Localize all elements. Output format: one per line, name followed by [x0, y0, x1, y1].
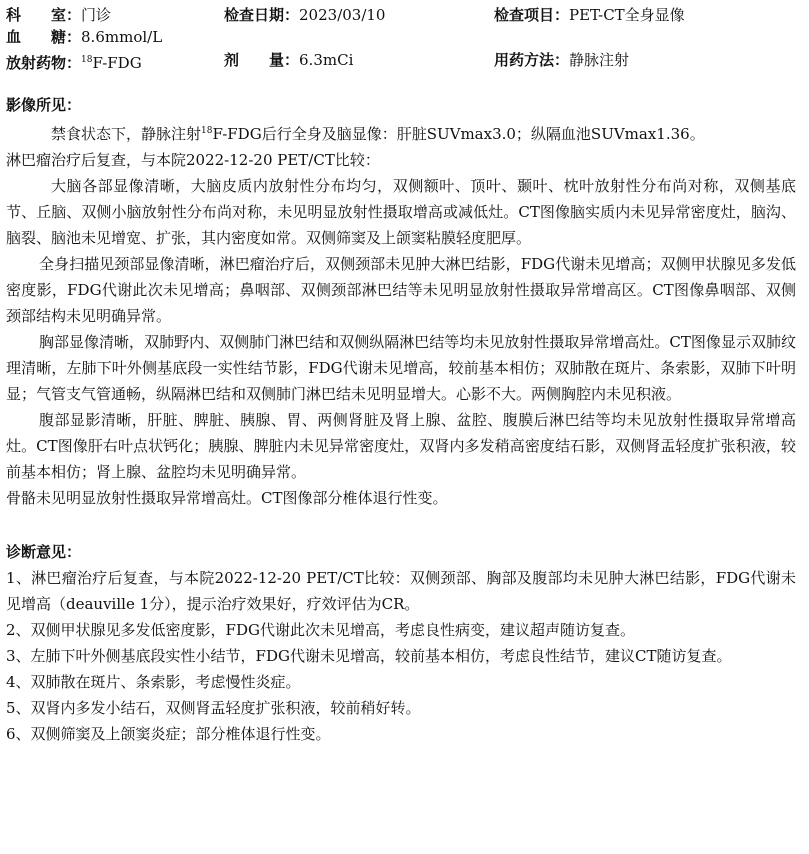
diagnosis-item: 1、淋巴瘤治疗后复查，与本院2022-12-20 PET/CT比较：双侧颈部、胸部及腹部均未见肿大淋巴结影，FDG代谢未见增高（deauville 1分），提示治疗效果好，疗效评估为CR。: [6, 569, 796, 613]
radiopharm-isotope-sup: 18: [81, 55, 93, 65]
route-value: 静脉注射: [569, 51, 630, 69]
dose-field: [224, 49, 353, 71]
findings-brain-paragraph: 大脑各部显像清晰，大脑皮质内放射性分布均匀，双侧额叶、顶叶、颞叶、枕叶放射性分布尚对称，双侧基底节、丘脑、双侧小脑放射性分布尚对称，未见明显放射性摄取增高或减低灶。CT图像脑实质内未见异常密度灶，脑沟、脑裂、脑池未见增宽、扩张，其内密度如常。双侧筛窦及上颌窦粘膜轻度肥厚。: [6, 177, 796, 247]
glucose-label: 血 糖：: [6, 28, 82, 46]
exam-date-value: 2023/03/10: [299, 6, 386, 24]
glucose-field: [6, 26, 162, 48]
exam-date-label: 检查日期：: [224, 6, 300, 24]
radiopharm-field: [6, 49, 142, 71]
findings-isotope-sup: 18: [201, 126, 213, 136]
diagnosis-item: 4、双肺散在斑片、条索影，考虑慢性炎症。: [6, 673, 301, 691]
radiopharm-label: 放射药物：: [6, 54, 82, 72]
route-field: [494, 49, 629, 71]
dose-label: 剂 量：: [224, 51, 300, 69]
exam-item-value: PET-CT全身显像: [569, 6, 685, 24]
exam-date-field: [224, 4, 385, 26]
glucose-value: 8.6mmol/L: [81, 28, 163, 46]
radiopharm-value: F-FDG: [92, 54, 142, 72]
diagnosis-item: 5、双肾内多发小结石，双侧肾盂轻度扩张积液，较前稍好转。: [6, 699, 421, 717]
exam-item-field: [494, 4, 685, 26]
section-gap: [6, 511, 796, 539]
dept-field: [6, 4, 111, 26]
diagnosis-item: 3、左肺下叶外侧基底段实性小结节，FDG代谢未见增高，较前基本相仿，考虑良性结节，建议CT随访复查。: [6, 647, 732, 665]
dept-value: 门诊: [81, 6, 112, 24]
diagnosis-item: 2、双侧甲状腺见多发低密度影，FDG代谢此次未见增高，考虑良性病变，建议超声随访复查。: [6, 621, 635, 639]
findings-chest-paragraph: 胸部显像清晰，双肺野内、双侧肺门淋巴结和双侧纵隔淋巴结等均未见放射性摄取异常增高灶。CT图像显示双肺纹理清晰，左肺下叶外侧基底段一实性结节影，FDG代谢未见增高，较前基本相仿；双肺散在斑片、条索影，双肺下叶明显；气管支气管通畅，纵隔淋巴结和双侧肺门淋巴结未见明显增大。心影不大。两侧胸腔内未见积液。: [6, 333, 796, 403]
diagnosis-title: 诊断意见：: [6, 543, 82, 561]
route-label: 用药方法：: [494, 51, 570, 69]
exam-item-label: 检查项目：: [494, 6, 570, 24]
diagnosis-item: 6、双侧筛窦及上颌窦炎症；部分椎体退行性变。: [6, 725, 331, 743]
findings-fasting-paragraph: [6, 118, 796, 147]
dose-value: 6.3mCi: [299, 51, 354, 69]
findings-fasting-pre: 禁食状态下，静脉注射: [51, 125, 202, 143]
findings-comparison-line: 淋巴瘤治疗后复查，与本院2022-12-20 PET/CT比较：: [6, 151, 380, 169]
findings-bone-paragraph: 骨骼未见明显放射性摄取异常增高灶。CT图像部分椎体退行性变。: [6, 489, 448, 507]
findings-neck-paragraph: 全身扫描见颈部显像清晰，淋巴瘤治疗后，双侧颈部未见肿大淋巴结影，FDG代谢未见增高；双侧甲状腺见多发低密度影，FDG代谢此次未见增高；鼻咽部、双侧颈部淋巴结等未见明显放射性摄取异常增高区。CT图像鼻咽部、双侧颈部结构未见明确异常。: [6, 255, 796, 325]
report-body: [6, 92, 796, 747]
dept-label: 科 室：: [6, 6, 82, 24]
findings-title: 影像所见：: [6, 96, 82, 114]
findings-abdomen-paragraph: 腹部显影清晰，肝脏、脾脏、胰腺、胃、两侧肾脏及肾上腺、盆腔、腹膜后淋巴结等均未见放射性摄取异常增高灶。CT图像肝右叶点状钙化；胰腺、脾脏内未见异常密度灶，双肾内多发稍高密度结石影，双侧肾盂轻度扩张积液，较前基本相仿；肾上腺、盆腔均未见明确异常。: [6, 411, 796, 481]
findings-fasting-post: F-FDG后行全身及脑显像：肝脏SUVmax3.0；纵隔血池SUVmax1.36。: [212, 125, 705, 143]
